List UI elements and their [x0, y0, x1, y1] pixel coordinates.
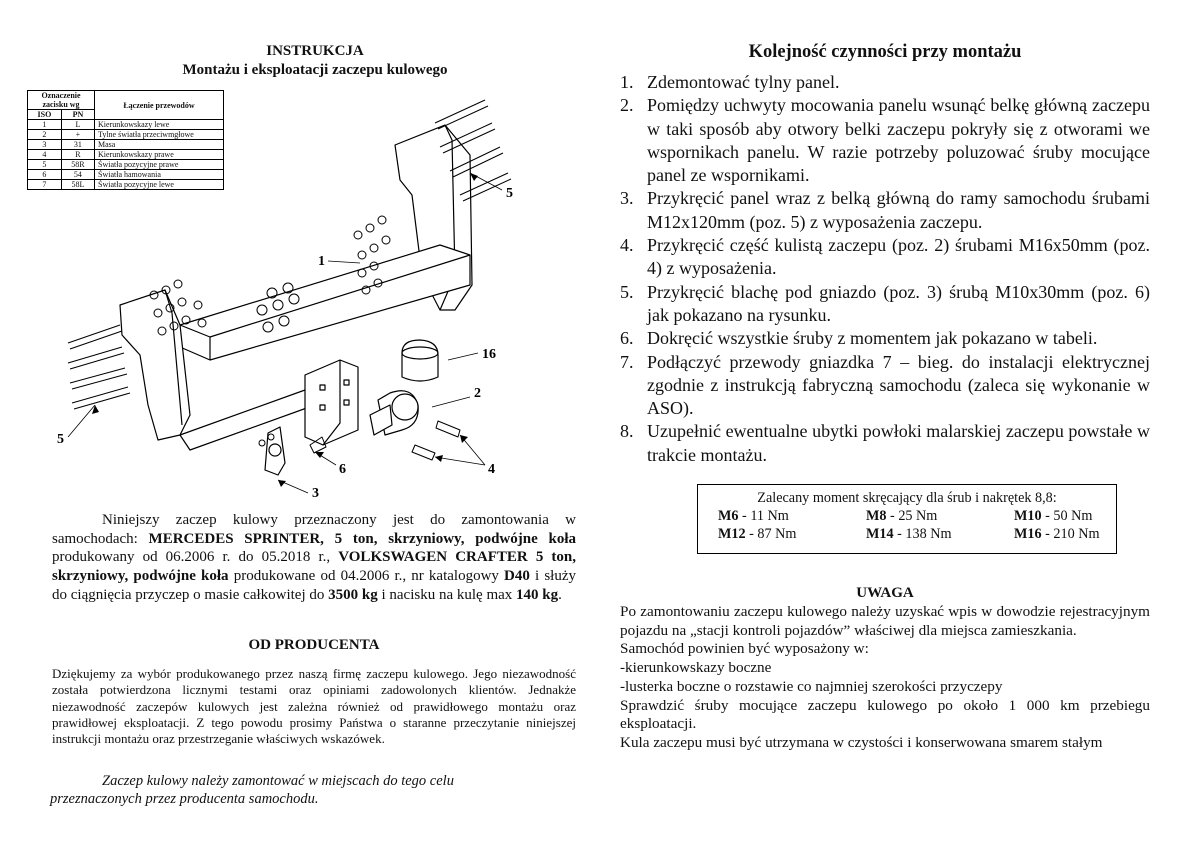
torque-value: - 25 Nm [886, 508, 938, 524]
torque-table [697, 484, 1117, 554]
intro-text: Niniejszy zaczep kulowy przeznaczony jest do zamontowania w samochodach: [52, 512, 576, 547]
intro-model-1: MERCEDES SPRINTER, 5 ton, skrzyniowy, podwójne koła [148, 530, 576, 547]
intro-text: . [558, 586, 562, 603]
wiring-desc: Tylne światła przeciwmgłowe [95, 130, 224, 140]
step-text: Przykręcić panel wraz z belką główną do ramy samochodu śrubami M12x120mm (poz. 5) z wyposażenia zaczepu. [647, 188, 1150, 232]
intro-model-2: VOLKSWAGEN CRAFTER 5 ton, skrzyniowy, podwójne koła [52, 549, 576, 585]
torque-size: M14 [866, 526, 894, 542]
torque-item [718, 507, 866, 525]
wiring-iso: 2 [28, 130, 62, 140]
step-number: 4. [620, 235, 634, 256]
uwaga-heading: UWAGA [856, 585, 914, 601]
step-item [620, 94, 1150, 187]
torque-value: - 138 Nm [893, 526, 952, 542]
torque-item [866, 525, 1014, 543]
uwaga-line: Po zamontowaniu zaczepu kulowego należy uzyskać wpis w dowodzie rejestracyjnym pojazdu na „stacji kontroli pojazdów” właściwej dla miejsca zamieszkania. [620, 603, 1150, 639]
intro-text: produkowany od 06.2006 r. do 05.2018 r., [52, 549, 339, 566]
wiring-desc: Światła pozycyjne lewe [95, 180, 224, 190]
diagram-label-5-top: 5 [506, 186, 513, 201]
uwaga-line: Samochód powinien być wyposażony w: [620, 640, 869, 658]
uwaga-line: -lusterka boczne o rozstawie co najmniej szerokości przyczepy [620, 677, 1003, 695]
wiring-row [28, 170, 224, 180]
step-item [620, 281, 1150, 328]
intro-text: i służy do ciągnięcia przyczep o masie całkowitej do [52, 568, 576, 603]
torque-item [1014, 525, 1132, 543]
torque-value: - 11 Nm [738, 508, 789, 524]
wiring-iso: 7 [28, 180, 62, 190]
wiring-desc: Kierunkowskazy lewe [95, 120, 224, 130]
od-producenta-text: Dziękujemy za wybór produkowanego przez naszą firmę zaczepu kulowego. Jego niezawodność została potwierdzona licznymi testami oraz opiniami zadowolonych klientów. Jednakże niezawodność zaczepów kulowych jest zależna również od prawidłowego montażu oraz prawidłowej eksploatacji. Z tego powodu prosimy Państwa o staranne przeczytanie niniejszej instrukcji montażu oraz przestrzeganie właściwych wskazówek. [52, 666, 576, 747]
step-text: Uzupełnić ewentualne ubytki powłoki malarskiej zaczepu powstałe w trakcie montażu. [647, 421, 1150, 465]
step-number: 3. [620, 188, 634, 209]
torque-size: M6 [718, 508, 739, 524]
intro-paragraph [52, 511, 576, 605]
left-bracket [120, 290, 190, 440]
diagram-label-2: 2 [474, 386, 481, 401]
torque-size: M8 [866, 508, 887, 524]
diagram-label-5-left: 5 [57, 432, 64, 447]
intro-text: i nacisku na kulę max [377, 586, 517, 603]
wiring-desc: Masa [95, 140, 224, 150]
step-item [620, 187, 1150, 234]
ball-cap [402, 340, 438, 381]
wiring-pn: 31 [61, 140, 94, 150]
max-ball-load: 140 kg [516, 586, 559, 603]
torque-size: M10 [1014, 508, 1042, 524]
wiring-header-iso: ISO [28, 110, 62, 120]
step-text: Pomiędzy uchwyty mocowania panelu wsunąć belkę główną zaczepu w taki sposób aby otwory belki zaczepu pokryły się z otworami we wspornikach panelu. W razie potrzeby poluzować śruby mocujące panel ze wspornikami. [647, 95, 1150, 186]
wiring-desc: Światła pozycyjne prawe [95, 160, 224, 170]
wiring-pn: 58L [61, 180, 94, 190]
step-item [620, 351, 1150, 421]
title-line-1: INSTRUKCJA [266, 43, 364, 59]
wiring-pn: + [61, 130, 94, 140]
wiring-iso: 4 [28, 150, 62, 160]
wiring-row [28, 130, 224, 140]
step-item [620, 234, 1150, 281]
step-number: 7. [620, 351, 634, 372]
uwaga-line: Kula zaczepu musi być utrzymana w czystości i konserwowana smarem stałym [620, 733, 1103, 751]
od-producenta-heading: OD PRODUCENTA [248, 637, 380, 653]
step-text: Przykręcić blachę pod gniazdo (poz. 3) śrubą M10x30mm (poz. 6) jak pokazano na rysunku. [647, 281, 1150, 325]
max-trailer-mass: 3500 kg [328, 586, 378, 603]
step-number: 8. [620, 421, 634, 442]
intro-text: produkowane od 04.2006 r., nr katalogowy [228, 568, 505, 585]
closing-line-1: Zaczep kulowy należy zamontować w miejscach do tego celu [102, 773, 454, 789]
torque-value: - 210 Nm [1041, 526, 1100, 542]
catalog-number: D40 [504, 568, 530, 585]
wiring-iso: 6 [28, 170, 62, 180]
wiring-table [27, 90, 224, 190]
torque-item [1014, 507, 1132, 525]
wiring-header-pn: PN [61, 110, 94, 120]
wiring-iso: 1 [28, 120, 62, 130]
closing-note [50, 772, 576, 808]
wiring-pn: 58R [61, 160, 94, 170]
wiring-row [28, 150, 224, 160]
uwaga-line: -kierunkowskazy boczne [620, 659, 772, 677]
wiring-iso: 3 [28, 140, 62, 150]
step-number: 6. [620, 328, 634, 349]
step-text: Podłączyć przewody gniazdka 7 – bieg. do instalacji elektrycznej zgodnie z instrukcją fabryczną samochodu (zaleca się wykonanie w ASO). [647, 351, 1150, 419]
wiring-pn: R [61, 150, 94, 160]
wiring-row [28, 140, 224, 150]
step-text: Zdemontować tylny panel. [647, 72, 840, 92]
uwaga-body [620, 603, 1150, 753]
torque-heading: Zalecany moment skręcający dla śrub i nakrętek 8,8: [757, 490, 1057, 506]
uwaga-line: Sprawdzić śruby mocujące zaczepu kulowego po około 1 000 km przebiegu eksploatacji. [620, 696, 1150, 733]
torque-item [718, 525, 866, 543]
wiring-pn: 54 [61, 170, 94, 180]
torque-item [866, 507, 1014, 525]
torque-value: - 50 Nm [1041, 508, 1093, 524]
diagram-label-4: 4 [488, 462, 495, 477]
wiring-desc: Kierunkowskazy prawe [95, 150, 224, 160]
step-number: 1. [620, 72, 634, 92]
diagram-label-6: 6 [339, 462, 346, 477]
title-line-2: Montażu i eksploatacji zaczepu kulowego [182, 62, 448, 78]
wiring-pn: L [61, 120, 94, 130]
socket-plate [265, 427, 285, 475]
step-number: 5. [620, 281, 634, 302]
diagram-label-1: 1 [318, 254, 325, 269]
wiring-row [28, 160, 224, 170]
step-item [620, 420, 1150, 467]
diagram-label-3: 3 [312, 486, 319, 501]
wiring-row [28, 180, 224, 190]
step-item [620, 327, 1150, 350]
wiring-row [28, 120, 224, 130]
step-item [620, 71, 1150, 94]
wiring-header-connection: Łączenie przewodów [95, 91, 224, 120]
wiring-header-group: Oznaczenie zacisku wg [28, 91, 95, 110]
wiring-desc: Światła hamowania [95, 170, 224, 180]
step-text: Przykręcić część kulistą zaczepu (poz. 2) śrubami M16x50mm (poz. 4) z wyposażenia. [647, 235, 1150, 279]
instruction-title [60, 42, 570, 80]
drop-plate [305, 360, 358, 445]
steps-title: Kolejność czynności przy montażu [748, 42, 1022, 62]
step-number: 2. [620, 95, 634, 116]
closing-line-2: przeznaczonych przez producenta samochodu. [50, 791, 319, 807]
torque-size: M12 [718, 526, 746, 542]
step-text: Dokręcić wszystkie śruby z momentem jak pokazano w tabeli. [647, 328, 1098, 349]
torque-value: - 87 Nm [745, 526, 797, 542]
wiring-iso: 5 [28, 160, 62, 170]
torque-size: M16 [1014, 526, 1042, 542]
steps-list [620, 71, 1150, 467]
diagram-label-16: 16 [482, 347, 496, 362]
